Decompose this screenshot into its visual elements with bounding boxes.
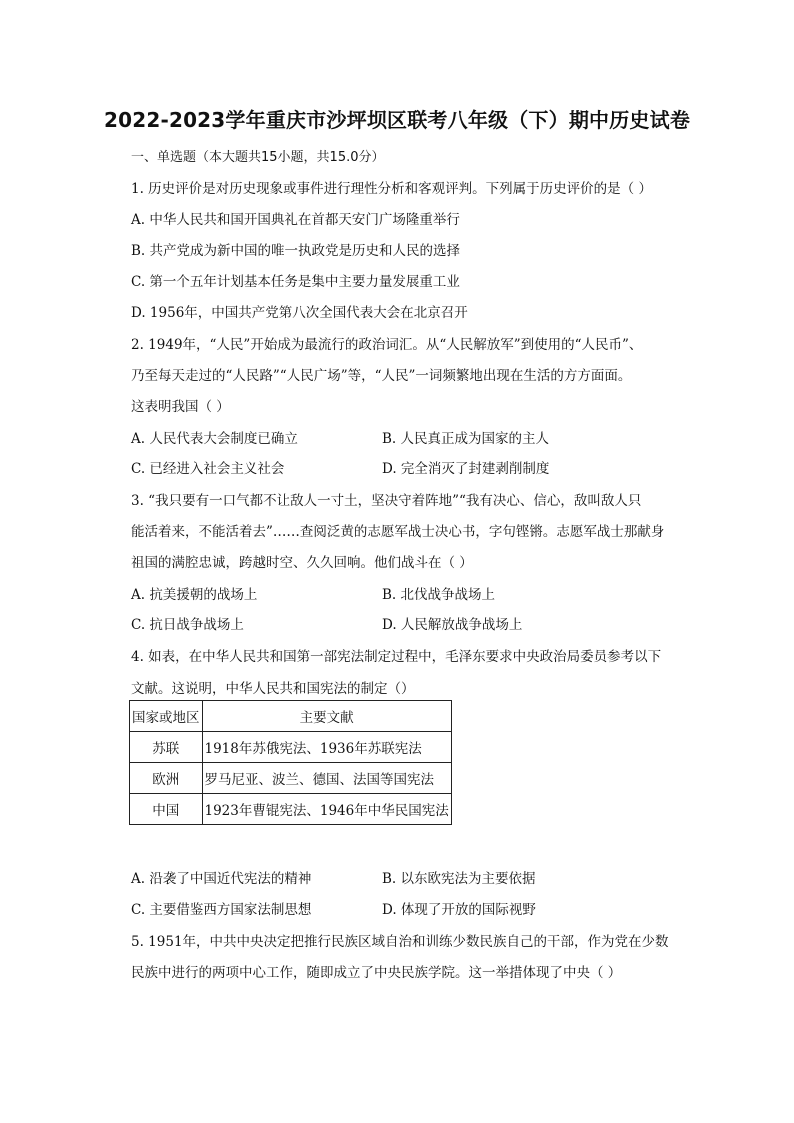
constitution-reference-table: [129, 700, 452, 825]
q4-stem-line2: 文献。这说明，中华人民共和国宪法的制定（）: [131, 681, 415, 697]
q3-option-d: D. 人民解放战争战场上: [382, 617, 523, 633]
table-cell-documents: 1923年曹锟宪法、1946年中华民国宪法: [202, 794, 451, 825]
q1-stem: 1. 历史评价是对历史现象或事件进行理性分析和客观评判。下列属于历史评价的是（ ）: [131, 181, 652, 197]
q5-stem-line2: 民族中进行的两项中心工作，随即成立了中央民族学院。这一举措体现了中央（ ）: [131, 965, 622, 981]
q1-option-d: D. 1956年，中国共产党第八次全国代表大会在北京召开: [131, 305, 468, 321]
table-header-row: [130, 701, 452, 732]
q2-stem-line1: 2. 1949年，“人民”开始成为最流行的政治词汇。从“人民解放军”到使用的“人民币”、: [131, 337, 643, 353]
q2-stem-line2: 乃至每天走过的“人民路”“人民广场”等，“人民”一词频繁地出现在生活的方方面面。: [131, 368, 632, 384]
q2-option-c: C. 已经进入社会主义社会: [131, 461, 285, 477]
q3-stem-line2: 能活着来，不能活着去”……查阅泛黄的志愿军战士决心书，字句铿锵。志愿军战士那献身: [131, 524, 665, 540]
q2-stem-line3: 这表明我国（ ）: [131, 399, 230, 415]
q3-option-a: A. 抗美援朝的战场上: [131, 587, 258, 603]
table-cell-documents: 罗马尼亚、波兰、德国、法国等国宪法: [202, 763, 451, 794]
q4-option-c: C. 主要借鉴西方国家法制思想: [131, 902, 312, 918]
q4-option-b: B. 以东欧宪法为主要依据: [382, 871, 536, 887]
exam-title: 2022-2023学年重庆市沙坪坝区联考八年级（下）期中历史试卷: [103, 108, 691, 132]
table-row: [130, 794, 452, 825]
q3-option-c: C. 抗日战争战场上: [131, 617, 244, 633]
q2-option-b: B. 人民真正成为国家的主人: [382, 431, 550, 447]
table-cell-region: 苏联: [130, 732, 203, 763]
section-heading: 一、单选题（本大题共15小题，共15.0分）: [131, 150, 385, 165]
q3-stem-line3: 祖国的满腔忠诚，跨越时空、久久回响。他们战斗在（ ）: [131, 555, 473, 571]
q1-option-a: A. 中华人民共和国开国典礼在首都天安门广场隆重举行: [131, 212, 460, 228]
table-row: [130, 732, 452, 763]
q4-option-a: A. 沿袭了中国近代宪法的精神: [131, 871, 312, 887]
q4-option-d: D. 体现了开放的国际视野: [382, 902, 536, 918]
q1-option-c: C. 第一个五年计划基本任务是集中主要力量发展重工业: [131, 274, 460, 290]
table-header-documents: 主要文献: [202, 701, 451, 732]
q2-option-a: A. 人民代表大会制度已确立: [131, 431, 298, 447]
q5-stem-line1: 5. 1951年，中共中央决定把推行民族区域自治和训练少数民族自己的干部，作为党在少数: [131, 934, 669, 950]
table-cell-region: 欧洲: [130, 763, 203, 794]
table-header-region: 国家或地区: [130, 701, 203, 732]
table-cell-documents: 1918年苏俄宪法、1936年苏联宪法: [202, 732, 451, 763]
q3-stem-line1: 3. “我只要有一口气都不让敌人一寸土，坚决守着阵地”“我有决心、信心，敌叫敌人只: [131, 493, 642, 509]
q4-stem-line1: 4. 如表，在中华人民共和国第一部宪法制定过程中，毛泽东要求中央政治局委员参考以下: [131, 649, 662, 665]
table-cell-region: 中国: [130, 794, 203, 825]
q3-option-b: B. 北伐战争战场上: [382, 587, 496, 603]
q1-option-b: B. 共产党成为新中国的唯一执政党是历史和人民的选择: [131, 243, 461, 259]
table-row: [130, 763, 452, 794]
q2-option-d: D. 完全消灭了封建剥削制度: [382, 461, 550, 477]
